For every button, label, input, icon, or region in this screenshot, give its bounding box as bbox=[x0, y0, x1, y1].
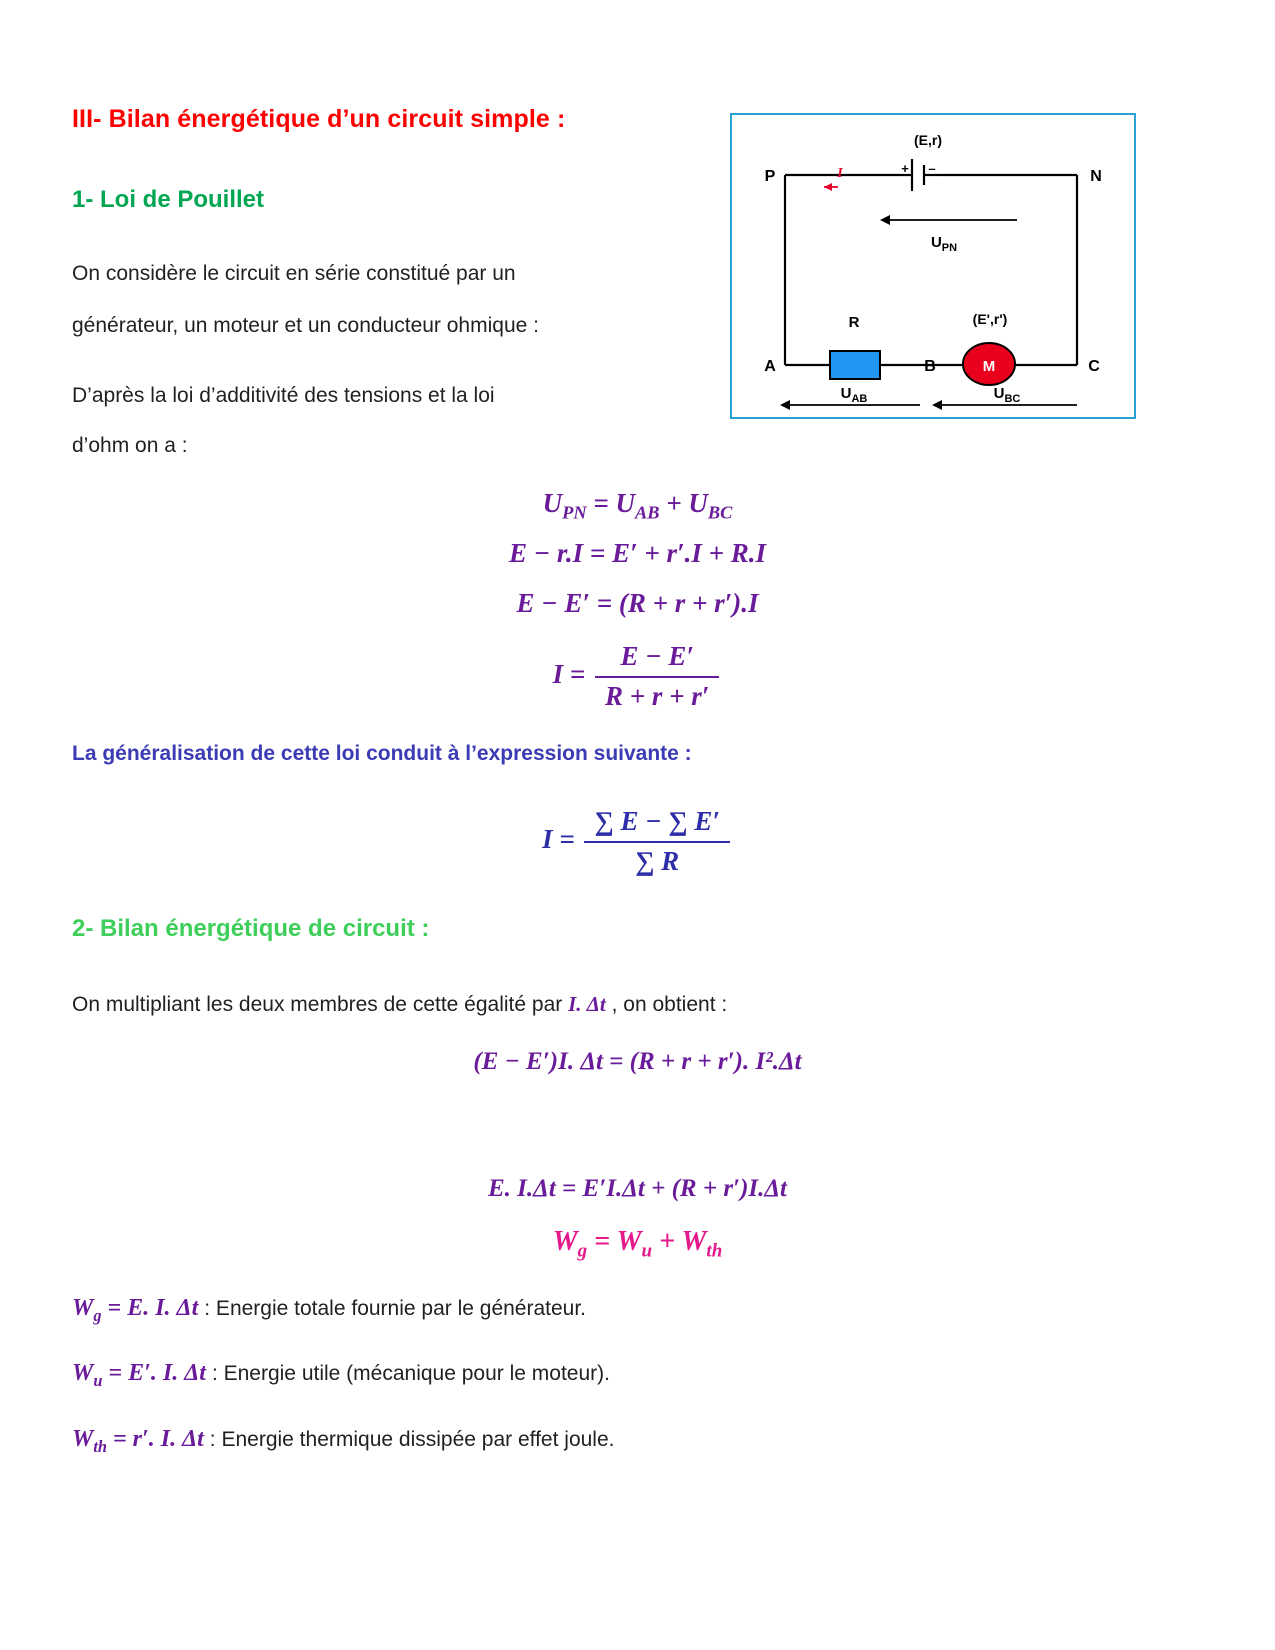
equation-energy-balance-2: E. I.Δt = E′I.Δt + (R + r′)I.Δt bbox=[488, 1175, 787, 1202]
section-heading-1: 1- Loi de Pouillet bbox=[72, 186, 265, 213]
paragraph-5-before: On multipliant les deux membres de cette égalité par bbox=[72, 993, 563, 1016]
current-arrow bbox=[824, 183, 838, 191]
definition-wth-text: : Energie thermique dissipée par effet joule. bbox=[209, 1428, 615, 1451]
uab-label: $U_{AB}$ bbox=[840, 385, 868, 405]
equation-current-lhs: I = bbox=[552, 658, 586, 689]
equation-ohm-additivity: E − r.I = E′ + r′.I + R.I bbox=[508, 538, 767, 568]
generator-label: (E,r) bbox=[914, 132, 942, 148]
node-label-a: A bbox=[764, 358, 776, 375]
equation-energy-balance-1: (E − E′)I. Δt = (R + r + r′). I².Δt bbox=[473, 1048, 802, 1075]
upn-arrowhead bbox=[880, 215, 890, 225]
definition-wg-text: : Energie totale fournie par le générateur. bbox=[204, 1297, 587, 1320]
generalization-note: La généralisation de cette loi conduit à l’expression suivante : bbox=[72, 742, 692, 765]
definition-wg bbox=[72, 1295, 586, 1326]
ubc-arrowhead bbox=[932, 400, 942, 410]
paragraph-3: D’après la loi d’additivité des tensions et la loi bbox=[72, 384, 495, 407]
definition-wth bbox=[72, 1426, 615, 1457]
node-label-n: N bbox=[1090, 168, 1102, 185]
ubc-label: $U_{BC}$ bbox=[993, 385, 1021, 405]
equation-generalized-current bbox=[0, 805, 1275, 879]
paragraph-5 bbox=[72, 988, 727, 1022]
paragraph-4: d’ohm on a : bbox=[72, 434, 188, 457]
paragraph-1: On considère le circuit en série constitué par un bbox=[72, 262, 516, 285]
paragraph-2: générateur, un moteur et un conducteur ohmique : bbox=[72, 314, 539, 337]
current-label: I bbox=[837, 166, 843, 181]
node-label-p: P bbox=[764, 168, 776, 185]
paragraph-5-after: , on obtient : bbox=[611, 993, 728, 1016]
equation-upn bbox=[0, 488, 1275, 523]
definition-wu-text: : Energie utile (mécanique pour le moteur). bbox=[211, 1362, 610, 1385]
equation-generalized-lhs: I = bbox=[542, 823, 575, 854]
definition-wu-symbol: $W_u = E'$. I. Δt bbox=[72, 1360, 206, 1390]
section-heading-main: III- Bilan énergétique d’un circuit simple : bbox=[72, 105, 566, 133]
equation-work-balance bbox=[0, 1226, 1275, 1263]
definition-wth-symbol: $W_{th} = r'$. I. Δt bbox=[72, 1426, 204, 1456]
uab-arrowhead bbox=[780, 400, 790, 410]
motor-label: M bbox=[982, 358, 996, 375]
fraction-generalized-numerator: ∑ E − ∑ E′ bbox=[584, 805, 729, 843]
motor-emf-label: (E',r') bbox=[972, 311, 1008, 327]
definition-wu bbox=[72, 1360, 610, 1391]
node-label-c: C bbox=[1088, 358, 1100, 375]
equation-current-fraction bbox=[0, 640, 1275, 714]
definition-wg-symbol: $W_g = E$. I. Δt bbox=[72, 1295, 199, 1325]
equation-emf-difference: E − E′ = (R + r + r′).I bbox=[516, 588, 759, 618]
polarity-plus: + bbox=[901, 161, 909, 176]
fraction-generalized-denominator: ∑ R bbox=[635, 845, 680, 876]
equation-upn-text: $U_{PN} = U_{AB} + U_{BC}$ bbox=[542, 488, 733, 523]
polarity-minus: – bbox=[928, 161, 936, 176]
circuit-diagram bbox=[730, 113, 1136, 419]
equation-work-balance-text: $W_g = W_u + W_{th}$ bbox=[552, 1226, 723, 1262]
node-label-b: B bbox=[924, 358, 936, 375]
fraction-denominator: R + r + r′ bbox=[605, 680, 710, 711]
fraction-current bbox=[595, 640, 719, 714]
resistor-label: R bbox=[848, 314, 860, 331]
battery-symbol bbox=[912, 159, 940, 191]
upn-label: $U_{PN}$ bbox=[930, 234, 958, 254]
section-heading-2: 2- Bilan énergétique de circuit : bbox=[72, 915, 430, 942]
paragraph-5-inline-math: I. Δt bbox=[568, 992, 606, 1016]
resistor-symbol bbox=[830, 351, 880, 379]
fraction-generalized bbox=[584, 805, 729, 879]
fraction-numerator: E − E′ bbox=[595, 640, 719, 678]
